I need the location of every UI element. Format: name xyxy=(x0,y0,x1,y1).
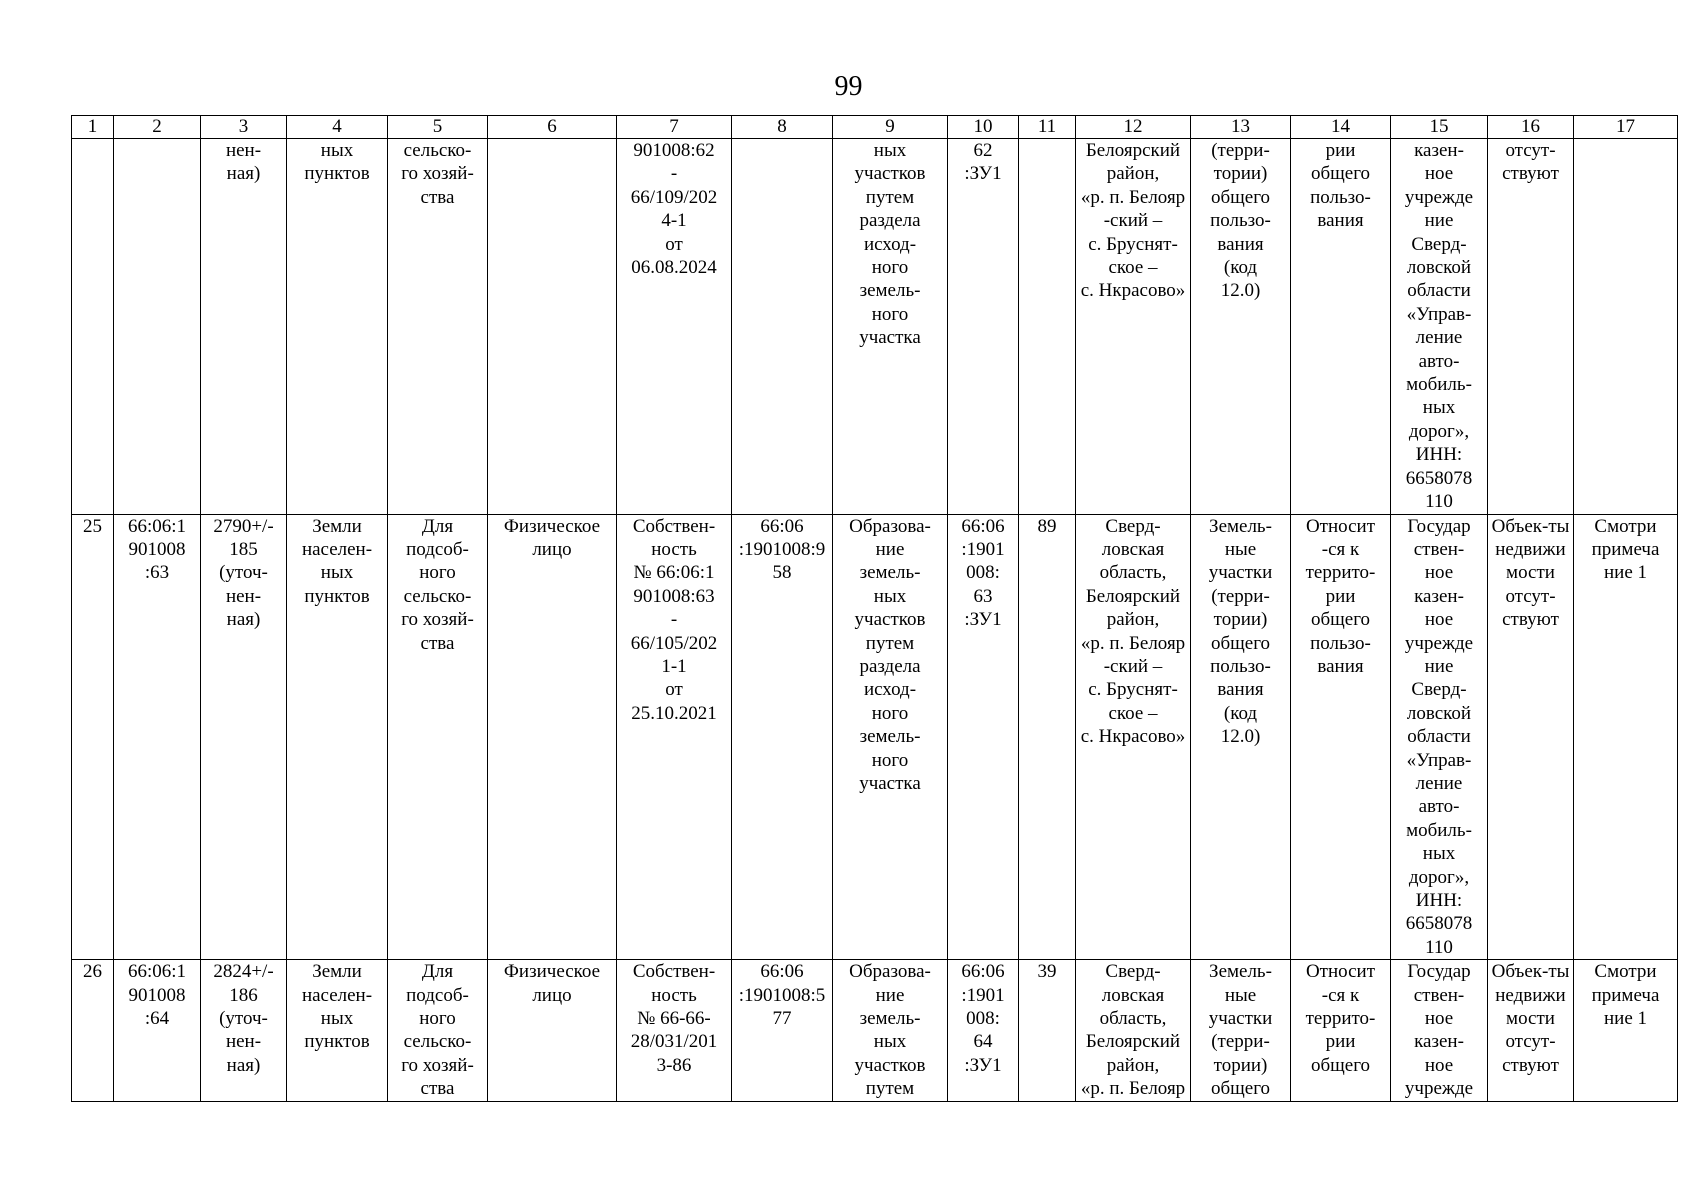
table-cell: 66:06 :1901 008: 64 :ЗУ1 xyxy=(948,960,1019,1101)
table-cell: 66:06:1 901008 :64 xyxy=(114,960,201,1101)
column-number-16: 16 xyxy=(1488,116,1574,139)
table-cell: Сверд- ловская область, Белоярский район, «р. п. Белояр -ский – с. Бруснят- ское – с. Нкрасово» xyxy=(1076,514,1191,960)
table-cell: Физическое лицо xyxy=(488,514,617,960)
table-cell: Образова- ние земель- ных участков путем xyxy=(833,960,948,1101)
column-number-9: 9 xyxy=(833,116,948,139)
table-cell: Для подсоб- ного сельско- го хозяй- ства xyxy=(388,514,488,960)
column-number-12: 12 xyxy=(1076,116,1191,139)
table-cell: Физическое лицо xyxy=(488,960,617,1101)
table-cell xyxy=(1019,139,1076,515)
table-cell xyxy=(1574,139,1678,515)
table-cell: 89 xyxy=(1019,514,1076,960)
table-cell: 66:06 :1901008:5 77 xyxy=(732,960,833,1101)
column-number-10: 10 xyxy=(948,116,1019,139)
table-cell: Смотри примеча ние 1 xyxy=(1574,960,1678,1101)
column-number-14: 14 xyxy=(1291,116,1391,139)
column-number-4: 4 xyxy=(287,116,388,139)
table-row xyxy=(72,960,1678,1101)
table-cell: 66:06:1 901008 :63 xyxy=(114,514,201,960)
table-cell: 26 xyxy=(72,960,114,1101)
table-cell: Земель- ные участки (терри- тории) общего пользо- вания (код 12.0) xyxy=(1191,514,1291,960)
column-number-5: 5 xyxy=(388,116,488,139)
table-cell: Государ ствен- ное казен- ное учрежде ние Сверд- ловской области «Управ- ление авто- мобиль- ных дорог», ИНН: 6658078 110 xyxy=(1391,514,1488,960)
table-cell: Объек-ты недвижи мости отсут- ствуют xyxy=(1488,960,1574,1101)
column-number-3: 3 xyxy=(201,116,287,139)
column-number-17: 17 xyxy=(1574,116,1678,139)
table-cell: отсут- ствуют xyxy=(1488,139,1574,515)
column-number-row xyxy=(72,116,1678,139)
table-cell: Государ ствен- ное казен- ное учрежде xyxy=(1391,960,1488,1101)
table-cell: 66:06 :1901008:9 58 xyxy=(732,514,833,960)
table-cell: рии общего пользо- вания xyxy=(1291,139,1391,515)
table-cell: Относит -ся к террито- рии общего xyxy=(1291,960,1391,1101)
table-cell: ных участков путем раздела исход- ного земель- ного участка xyxy=(833,139,948,515)
table-cell: нен- ная) xyxy=(201,139,287,515)
table-cell: 62 :ЗУ1 xyxy=(948,139,1019,515)
table-cell: Сверд- ловская область, Белоярский район, «р. п. Белояр xyxy=(1076,960,1191,1101)
table-cell: Объек-ты недвижи мости отсут- ствуют xyxy=(1488,514,1574,960)
column-number-11: 11 xyxy=(1019,116,1076,139)
land-plots-table xyxy=(71,115,1678,1102)
table-cell xyxy=(114,139,201,515)
table-cell: Земли населен- ных пунктов xyxy=(287,514,388,960)
column-number-8: 8 xyxy=(732,116,833,139)
table-cell: (терри- тории) общего пользо- вания (код 12.0) xyxy=(1191,139,1291,515)
table-row xyxy=(72,514,1678,960)
table-cell: Собствен- ность № 66:06:1 901008:63 - 66/105/202 1-1 от 25.10.2021 xyxy=(617,514,732,960)
table-cell: 2824+/- 186 (уточ- нен- ная) xyxy=(201,960,287,1101)
table-cell: Собствен- ность № 66-66- 28/031/201 3-86 xyxy=(617,960,732,1101)
page-number: 99 xyxy=(834,71,863,102)
table-cell: 66:06 :1901 008: 63 :ЗУ1 xyxy=(948,514,1019,960)
table-cell: Земель- ные участки (терри- тории) общего xyxy=(1191,960,1291,1101)
table-cell: Для подсоб- ного сельско- го хозяй- ства xyxy=(388,960,488,1101)
table-cell: 39 xyxy=(1019,960,1076,1101)
table-cell xyxy=(72,139,114,515)
table-cell: 901008:62 - 66/109/202 4-1 от 06.08.2024 xyxy=(617,139,732,515)
table-cell xyxy=(488,139,617,515)
table-cell: казен- ное учрежде ние Сверд- ловской области «Управ- ление авто- мобиль- ных дорог», ИНН: 6658078 110 xyxy=(1391,139,1488,515)
column-number-1: 1 xyxy=(72,116,114,139)
table-cell: Белоярский район, «р. п. Белояр -ский – с. Бруснят- ское – с. Нкрасово» xyxy=(1076,139,1191,515)
table-row xyxy=(72,139,1678,515)
table-cell: Образова- ние земель- ных участков путем раздела исход- ного земель- ного участка xyxy=(833,514,948,960)
column-number-15: 15 xyxy=(1391,116,1488,139)
column-number-2: 2 xyxy=(114,116,201,139)
table-cell: Относит -ся к террито- рии общего пользо- вания xyxy=(1291,514,1391,960)
column-number-7: 7 xyxy=(617,116,732,139)
table-cell xyxy=(732,139,833,515)
table-cell: 2790+/- 185 (уточ- нен- ная) xyxy=(201,514,287,960)
column-number-13: 13 xyxy=(1191,116,1291,139)
table-cell: сельско- го хозяй- ства xyxy=(388,139,488,515)
table-cell: Земли населен- ных пунктов xyxy=(287,960,388,1101)
column-number-6: 6 xyxy=(488,116,617,139)
table-cell: ных пунктов xyxy=(287,139,388,515)
table-cell: 25 xyxy=(72,514,114,960)
table-cell: Смотри примеча ние 1 xyxy=(1574,514,1678,960)
